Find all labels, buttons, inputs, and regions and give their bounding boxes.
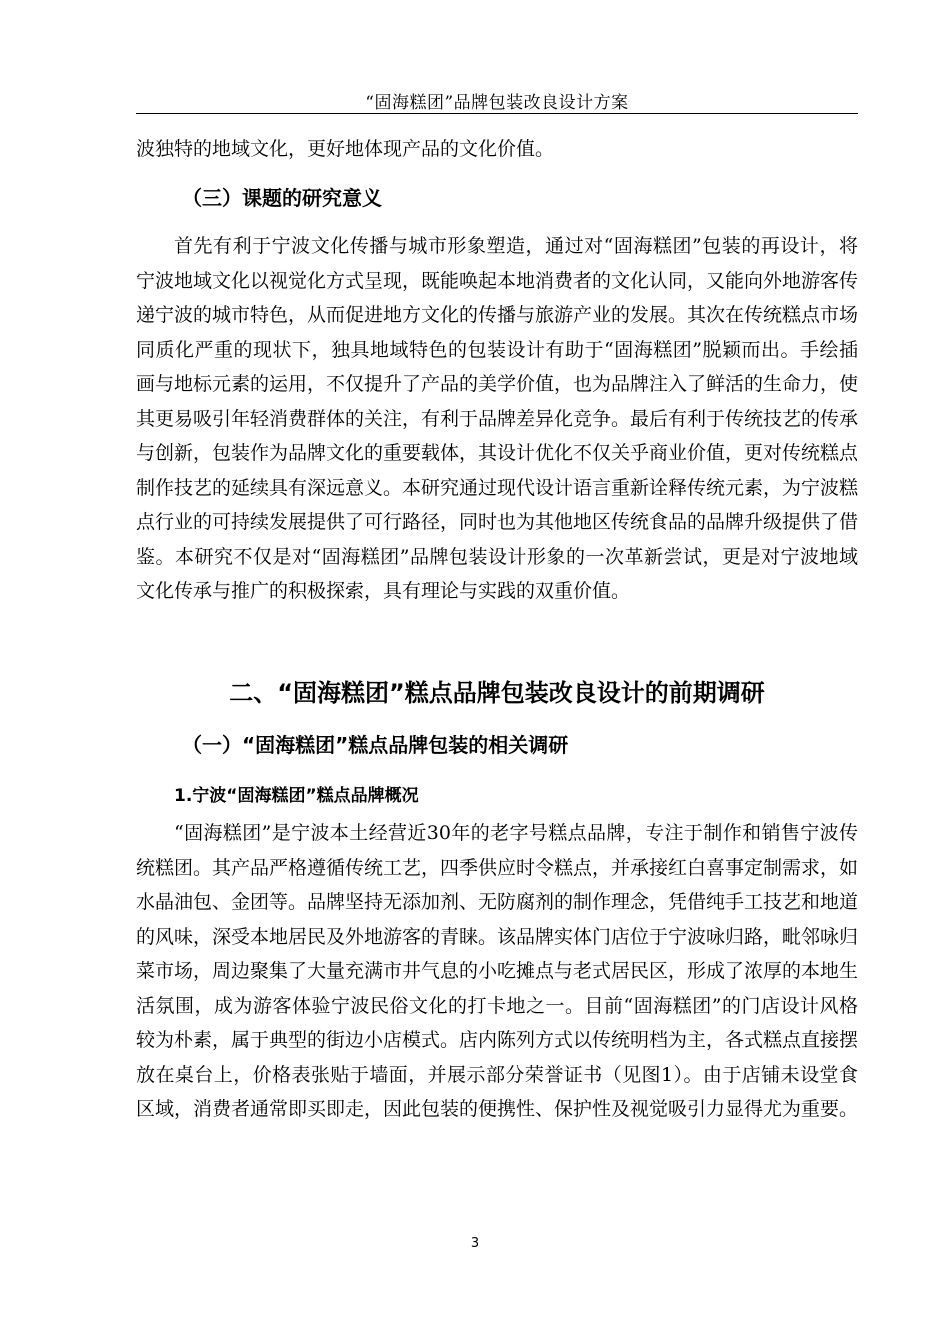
brand-overview-paragraph: “固海糕团”是宁波本土经营近30年的老字号糕点品牌，专注于制作和销售宁波传统糕团。其产品严格遵循传统工艺，四季供应时令糕点，并承接红白喜事定制需求，如水晶油包、金团等。品牌坚持无添加剂、无防腐剂的制作理念，凭借纯手工技艺和地道的风味，深受本地居民及外地游客的青睐。该品牌实体门店位于宁波咏归路，毗邻咏归菜市场，周边聚集了大量充满市井气息的小吃摊点与老式居民区，形成了浓厚的本地生活氛围，成为游客体验宁波民俗文化的打卡地之一。目前“固海糕团”的门店设计风格较为朴素，属于典型的街边小店模式。店内陈列方式以传统明档为主，各式糕点直接摆放在桌台上，价格表张贴于墙面，并展示部分荣誉证书（见图1）。由于店铺未设堂食区域，消费者通常即买即走，因此包装的便携性、保护性及视觉吸引力显得尤为重要。 bbox=[136, 822, 859, 1120]
chapter-heading-preliminary-research: 二、“固海糕团”糕点品牌包装改良设计的前期调研 bbox=[229, 679, 765, 707]
continuation-paragraph: 波独特的地域文化，更好地体现产品的文化价值。 bbox=[136, 138, 555, 160]
section-heading-research-significance: （三）课题的研究意义 bbox=[182, 186, 382, 210]
subsection-heading-brand-overview: 1.宁波“固海糕团”糕点品牌概况 bbox=[174, 786, 419, 806]
section-heading-packaging-research: （一）“固海糕团”糕点品牌包装的相关调研 bbox=[182, 733, 569, 757]
running-header: “固海糕团”品牌包装改良设计方案 bbox=[365, 93, 629, 113]
header-divider bbox=[136, 113, 858, 114]
page-number: 3 bbox=[470, 1236, 480, 1251]
research-significance-paragraph: 首先有利于宁波文化传播与城市形象塑造，通过对“固海糕团”包装的再设计，将宁波地域文化以视觉化方式呈现，既能唤起本地消费者的文化认同，又能向外地游客传递宁波的城市特色，从而促进地方文化的传播与旅游产业的发展。其次在传统糕点市场同质化严重的现状下，独具地域特色的包装设计有助于“固海糕团”脱颖而出。手绘插画与地标元素的运用，不仅提升了产品的美学价值，也为品牌注入了鲜活的生命力，使其更易吸引年轻消费群体的关注，有利于品牌差异化竞争。最后有利于传统技艺的传承与创新，包装作为品牌文化的重要载体，其设计优化不仅关乎商业价值，更对传统糕点制作技艺的延续具有深远意义。本研究通过现代设计语言重新诠释传统元素，为宁波糕点行业的可持续发展提供了可行路径，同时也为其他地区传统食品的品牌升级提供了借鉴。本研究不仅是对“固海糕团”品牌包装设计形象的一次革新尝试，更是对宁波地域文化传承与推广的积极探索，具有理论与实践的双重价值。 bbox=[136, 235, 859, 602]
